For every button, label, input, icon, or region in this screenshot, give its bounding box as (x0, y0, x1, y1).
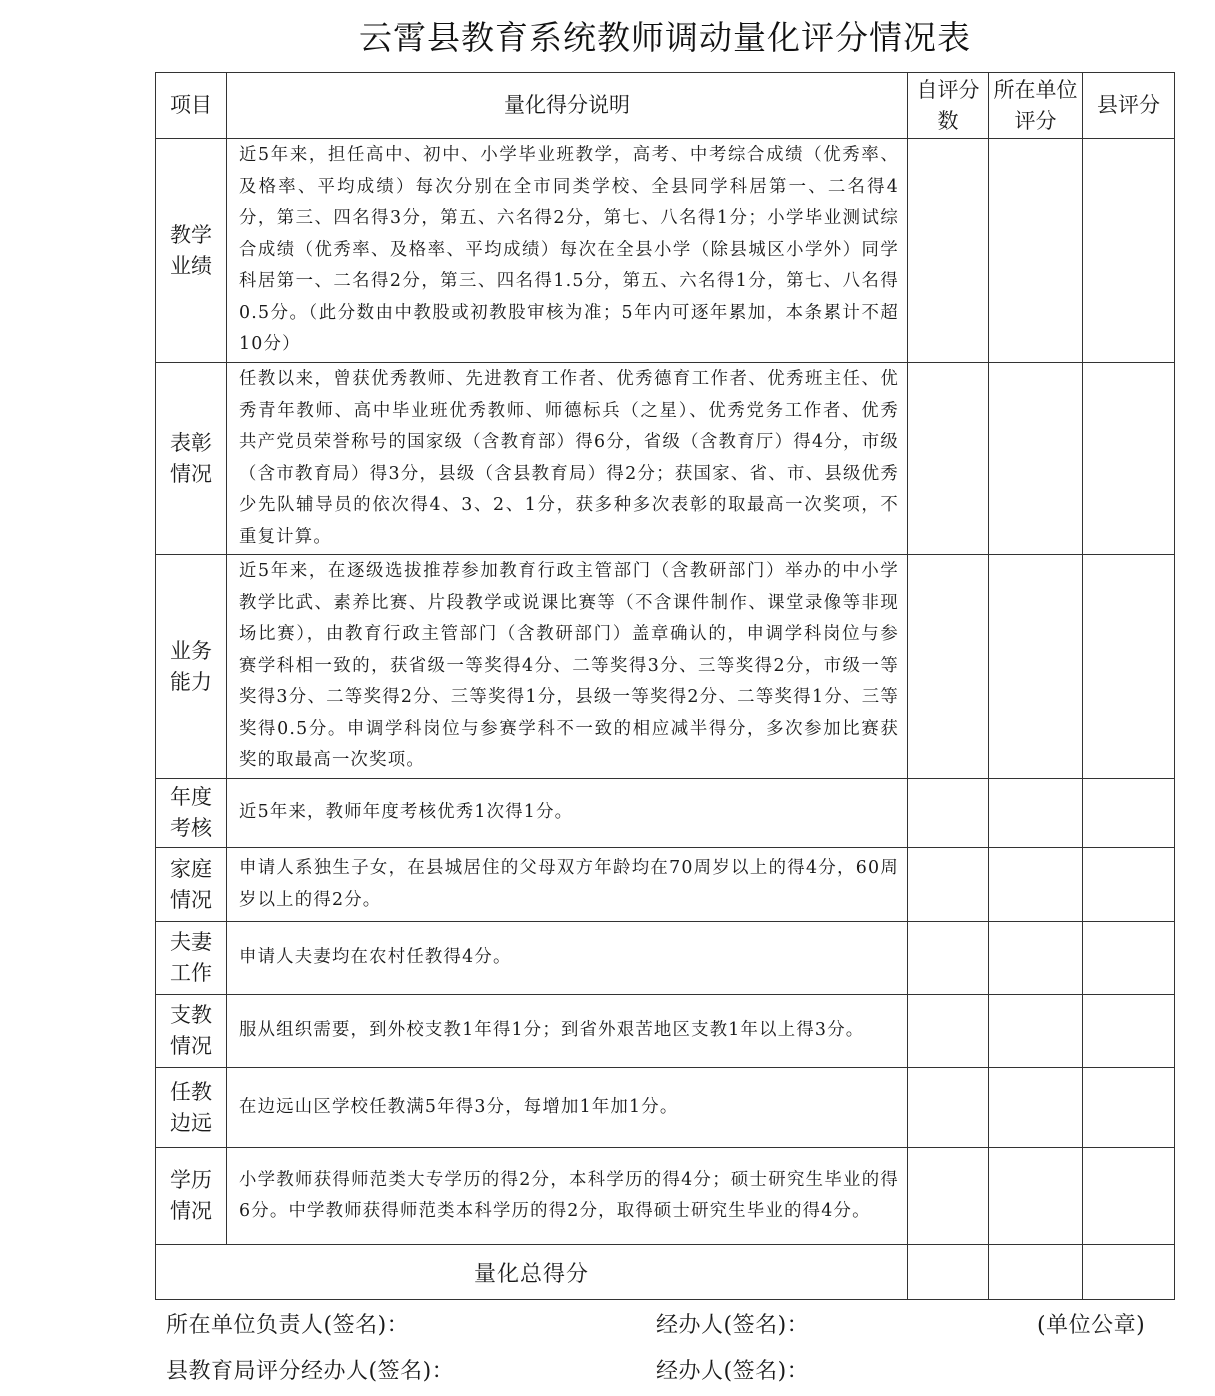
row-item-label: 学历情况 (156, 1148, 227, 1245)
page-title: 云霄县教育系统教师调动量化评分情况表 (359, 18, 971, 57)
header-county-score: 县评分 (1083, 73, 1175, 139)
row-description: 近5年来，担任高中、初中、小学毕业班教学，高考、中考综合成绩（优秀率、及格率、平均成绩）每次分别在全市同类学校、全县同学科居第一、二名得4分，第三、四名得3分，第五、六名得2分，第七、八名得1分；小学毕业测试综合成绩（优秀率、及格率、平均成绩）每次在全县小学（除县城区小学外）同学科居第一、二名得2分，第三、四名得1.5分，第五、六名得1分，第七、八名得0.5分。（此分数由中教股或初教股审核为准；5年内可逐年累加，本条累计不超10分） (227, 139, 908, 363)
self-score-cell[interactable] (908, 555, 989, 779)
unit-score-cell[interactable] (989, 779, 1083, 848)
unit-score-cell[interactable] (989, 555, 1083, 779)
row-description: 申请人夫妻均在农村任教得4分。 (227, 922, 908, 995)
header-unit-score: 所在单位评分 (989, 73, 1083, 139)
table-row-ability (156, 555, 1175, 779)
county-score-cell[interactable] (1083, 1068, 1175, 1148)
row-description: 任教以来，曾获优秀教师、先进教育工作者、优秀德育工作者、优秀班主任、优秀青年教师、高中毕业班优秀教师、师德标兵（之星）、优秀党务工作者、优秀共产党员荣誉称号的国家级（含教育部）得6分，省级（含教育厅）得4分，市级（含市教育局）得3分，县级（含县教育局）得2分；获国家、省、市、县级优秀少先队辅导员的依次得4、3、2、1分，获多种多次表彰的取最高一次奖项，不重复计算。 (227, 363, 908, 555)
self-score-cell[interactable] (908, 139, 989, 363)
unit-score-cell[interactable] (989, 139, 1083, 363)
table-row-awards (156, 363, 1175, 555)
self-score-cell[interactable] (908, 848, 989, 922)
table-row-total (156, 1245, 1175, 1300)
self-score-cell[interactable] (908, 995, 989, 1068)
county-score-cell[interactable] (1083, 995, 1175, 1068)
handler-signature-label-2: 经办人(签名)： (656, 1359, 810, 1384)
county-score-cell[interactable] (1083, 555, 1175, 779)
handler-signature-label: 经办人(签名)： (656, 1313, 810, 1338)
header-description: 量化得分说明 (227, 73, 908, 139)
row-item-label: 任教边远 (156, 1068, 227, 1148)
self-score-cell[interactable] (908, 779, 989, 848)
table-header-row (156, 73, 1175, 139)
unit-score-cell[interactable] (989, 922, 1083, 995)
unit-score-cell[interactable] (989, 848, 1083, 922)
row-item-label: 表彰情况 (156, 363, 227, 555)
county-score-cell[interactable] (1083, 363, 1175, 555)
table-row-education (156, 1148, 1175, 1245)
table-row-teaching (156, 139, 1175, 363)
county-score-cell[interactable] (1083, 848, 1175, 922)
county-score-cell[interactable] (1083, 1148, 1175, 1245)
header-item: 项目 (156, 73, 227, 139)
table-row-remote (156, 1068, 1175, 1148)
county-score-cell[interactable] (1083, 139, 1175, 363)
row-description: 近5年来，教师年度考核优秀1次得1分。 (227, 779, 908, 848)
score-table (155, 72, 1175, 1300)
unit-score-cell[interactable] (989, 995, 1083, 1068)
table-row-family (156, 848, 1175, 922)
unit-score-cell[interactable] (989, 363, 1083, 555)
self-score-cell[interactable] (908, 363, 989, 555)
row-description: 服从组织需要，到外校支教1年得1分；到省外艰苦地区支教1年以上得3分。 (227, 995, 908, 1068)
unit-score-cell[interactable] (989, 1148, 1083, 1245)
total-unit-score-cell[interactable] (989, 1245, 1083, 1300)
row-item-label: 夫妻工作 (156, 922, 227, 995)
row-item-label: 支教情况 (156, 995, 227, 1068)
row-description: 在边远山区学校任教满5年得3分，每增加1年加1分。 (227, 1068, 908, 1148)
row-item-label: 家庭情况 (156, 848, 227, 922)
row-item-label: 教学业绩 (156, 139, 227, 363)
county-score-cell[interactable] (1083, 922, 1175, 995)
row-item-label: 年度考核 (156, 779, 227, 848)
total-self-score-cell[interactable] (908, 1245, 989, 1300)
county-score-cell[interactable] (1083, 779, 1175, 848)
unit-score-cell[interactable] (989, 1068, 1083, 1148)
table-row-spouse (156, 922, 1175, 995)
self-score-cell[interactable] (908, 1068, 989, 1148)
self-score-cell[interactable] (908, 1148, 989, 1245)
total-score-label: 量化总得分 (156, 1245, 908, 1300)
county-handler-signature-label: 县教育局评分经办人(签名)： (166, 1359, 455, 1384)
header-self-score: 自评分数 (908, 73, 989, 139)
table-row-annual-review (156, 779, 1175, 848)
row-item-label: 业务能力 (156, 555, 227, 779)
unit-leader-signature-label: 所在单位负责人(签名)： (166, 1313, 410, 1338)
unit-seal-label: (单位公章) (1037, 1313, 1146, 1338)
row-description: 小学教师获得师范类大专学历的得2分，本科学历的得4分；硕士研究生毕业的得6分。中学教师获得师范类本科学历的得2分，取得硕士研究生毕业的得4分。 (227, 1148, 908, 1245)
total-county-score-cell[interactable] (1083, 1245, 1175, 1300)
self-score-cell[interactable] (908, 922, 989, 995)
table-row-support-teaching (156, 995, 1175, 1068)
row-description: 近5年来，在逐级选拔推荐参加教育行政主管部门（含教研部门）举办的中小学教学比武、素养比赛、片段教学或说课比赛等（不含课件制作、课堂录像等非现场比赛），由教育行政主管部门（含教研部门）盖章确认的，申调学科岗位与参赛学科相一致的，获省级一等奖得4分、二等奖得3分、三等奖得2分，市级一等奖得3分、二等奖得2分、三等奖得1分，县级一等奖得2分、二等奖得1分、三等奖得0.5分。申调学科岗位与参赛学科不一致的相应减半得分，多次参加比赛获奖的取最高一次奖项。 (227, 555, 908, 779)
row-description: 申请人系独生子女，在县城居住的父母双方年龄均在70周岁以上的得4分，60周岁以上的得2分。 (227, 848, 908, 922)
